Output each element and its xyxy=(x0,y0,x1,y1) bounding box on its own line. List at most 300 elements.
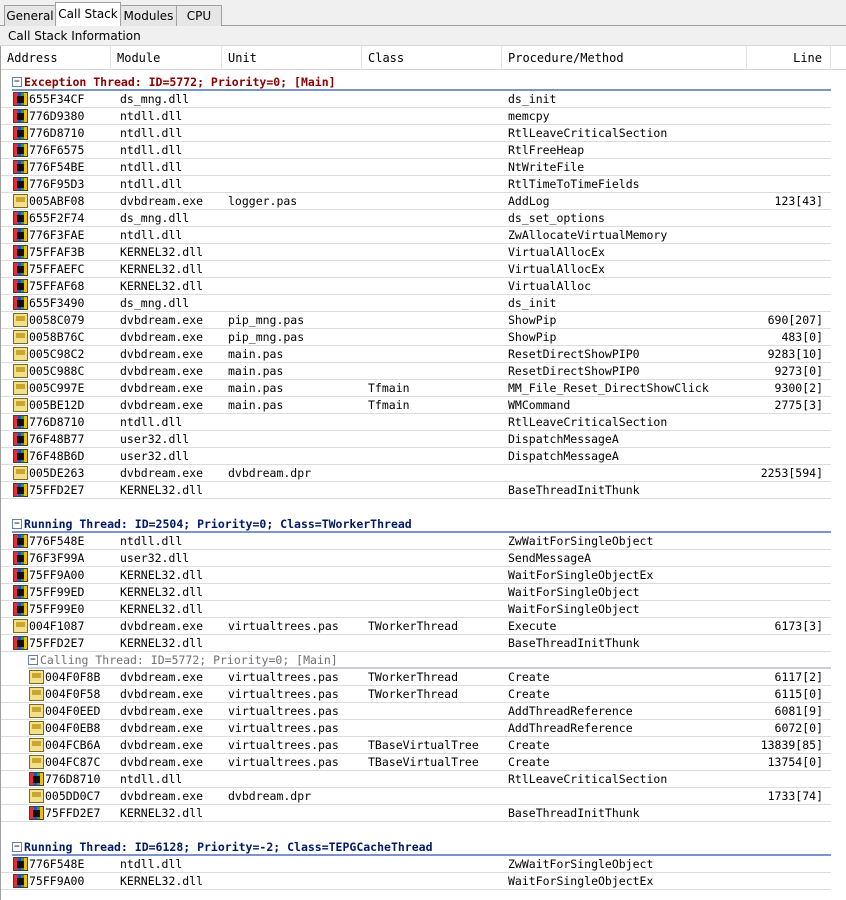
frame-procedure: ds_init xyxy=(508,296,557,310)
frame-module: dvbdream.exe xyxy=(120,398,204,412)
frame-line: 13754[0] xyxy=(767,755,823,769)
frame-line xyxy=(741,227,823,243)
frame-module: ds_mng.dll xyxy=(120,211,190,225)
windows-module-icon xyxy=(13,874,28,888)
frame-line xyxy=(741,295,823,311)
frame-procedure: ResetDirectShowPIP0 xyxy=(508,364,640,378)
frame-procedure: WaitForSingleObject xyxy=(508,602,640,616)
stack-frame-row[interactable] xyxy=(1,771,831,788)
frame-unit xyxy=(228,108,366,124)
frame-unit xyxy=(228,873,366,889)
frame-module: dvbdream.exe xyxy=(120,755,204,769)
frame-module: KERNEL32.dll xyxy=(120,245,204,259)
windows-module-icon xyxy=(29,772,44,786)
frame-module: ntdll.dll xyxy=(120,534,183,548)
frame-line xyxy=(741,533,823,549)
windows-module-icon xyxy=(13,160,28,174)
frame-line: 2775[3] xyxy=(774,398,823,412)
frame-address: 76F3F99A xyxy=(29,551,85,565)
frame-class: TBaseVirtualTree xyxy=(368,738,479,752)
frame-address: 75FFAEFC xyxy=(29,262,85,276)
frame-line xyxy=(741,159,823,175)
frame-procedure: AddThreadReference xyxy=(508,704,633,718)
frame-module: dvbdream.exe xyxy=(120,364,204,378)
frame-module: user32.dll xyxy=(120,449,190,463)
frame-class xyxy=(368,108,504,124)
frame-class: TWorkerThread xyxy=(368,687,459,701)
frame-address: 005ABF08 xyxy=(29,194,85,208)
tab-modules[interactable]: Modules xyxy=(120,5,177,26)
windows-module-icon xyxy=(13,279,28,293)
frame-module: ds_mng.dll xyxy=(120,296,190,310)
frame-class xyxy=(368,295,504,311)
frame-unit: virtualtrees.pas xyxy=(228,755,339,769)
frame-module: dvbdream.exe xyxy=(120,687,204,701)
frame-address: 004F1087 xyxy=(29,619,85,633)
stack-frame-row[interactable] xyxy=(1,312,831,329)
frame-class xyxy=(368,431,504,447)
frame-module: KERNEL32.dll xyxy=(120,585,204,599)
frame-unit xyxy=(228,261,366,277)
frame-module: ntdll.dll xyxy=(120,772,183,786)
frame-module: dvbdream.exe xyxy=(120,738,204,752)
frame-unit: main.pas xyxy=(228,398,284,412)
frame-class xyxy=(368,363,504,379)
stack-frame-row[interactable] xyxy=(1,720,831,737)
frame-address: 0058C079 xyxy=(29,313,85,327)
frame-module: dvbdream.exe xyxy=(120,330,204,344)
windows-module-icon xyxy=(13,449,28,463)
frame-procedure: Create xyxy=(508,738,550,752)
frame-module: ds_mng.dll xyxy=(120,92,190,106)
package-unit-icon xyxy=(13,398,28,412)
frame-class xyxy=(368,244,504,260)
frame-line xyxy=(741,567,823,583)
frame-module: dvbdream.exe xyxy=(120,789,204,803)
frame-module: dvbdream.exe xyxy=(120,670,204,684)
frame-line: 1733[74] xyxy=(767,789,823,803)
windows-module-icon xyxy=(13,585,28,599)
frame-line xyxy=(741,108,823,124)
frame-class xyxy=(368,788,504,804)
frame-module: user32.dll xyxy=(120,432,190,446)
frame-procedure: ds_set_options xyxy=(508,211,605,225)
frame-address: 0058B76C xyxy=(29,330,85,344)
frame-class xyxy=(368,346,504,362)
frame-class: TWorkerThread xyxy=(368,619,459,633)
frame-unit xyxy=(228,550,366,566)
frame-line xyxy=(741,771,823,787)
package-unit-icon xyxy=(13,347,28,361)
frame-procedure: Create xyxy=(508,670,550,684)
frame-module: dvbdream.exe xyxy=(120,721,204,735)
stack-frame-row[interactable] xyxy=(1,159,831,176)
windows-module-icon xyxy=(13,211,28,225)
frame-class xyxy=(368,873,504,889)
frame-procedure: WaitForSingleObjectEx xyxy=(508,874,654,888)
frame-address: 776D8710 xyxy=(29,415,85,429)
stack-frame-row[interactable] xyxy=(1,397,831,414)
frame-unit xyxy=(228,771,366,787)
frame-address: 776F3FAE xyxy=(29,228,85,242)
stack-frame-row[interactable] xyxy=(1,261,831,278)
frame-module: KERNEL32.dll xyxy=(120,806,204,820)
frame-class xyxy=(368,720,504,736)
frame-unit xyxy=(228,482,366,498)
frame-line: 6081[9] xyxy=(774,704,823,718)
thread-header-running[interactable] xyxy=(12,839,831,856)
frame-procedure: VirtualAllocEx xyxy=(508,245,605,259)
windows-module-icon xyxy=(13,126,28,140)
stack-frame-row[interactable] xyxy=(1,856,831,873)
frame-class xyxy=(368,550,504,566)
frame-line xyxy=(741,584,823,600)
frame-class xyxy=(368,567,504,583)
thread-header-label: Calling Thread: ID=5772; Priority=0; [Main] xyxy=(40,653,338,667)
frame-address: 75FFD2E7 xyxy=(29,483,85,497)
frame-unit xyxy=(228,176,366,192)
frame-procedure: AddThreadReference xyxy=(508,721,633,735)
frame-class: Tfmain xyxy=(368,398,410,412)
frame-procedure: DispatchMessageA xyxy=(508,449,619,463)
frame-unit: main.pas xyxy=(228,347,284,361)
frame-line xyxy=(741,601,823,617)
frame-class xyxy=(368,601,504,617)
frame-address: 655F34CF xyxy=(29,92,85,106)
frame-procedure: NtWriteFile xyxy=(508,160,585,174)
frame-address: 655F2F74 xyxy=(29,211,85,225)
frame-class xyxy=(368,329,504,345)
frame-line: 2253[594] xyxy=(760,466,823,480)
frame-class xyxy=(368,278,504,294)
stack-frame-row[interactable] xyxy=(1,414,831,431)
frame-line xyxy=(741,482,823,498)
frame-class: TBaseVirtualTree xyxy=(368,755,479,769)
package-unit-icon xyxy=(29,721,44,735)
package-unit-icon xyxy=(13,194,28,208)
windows-module-icon xyxy=(13,143,28,157)
windows-module-icon xyxy=(13,109,28,123)
frame-address: 005DE263 xyxy=(29,466,85,480)
frame-class xyxy=(368,771,504,787)
stack-frame-row[interactable] xyxy=(1,669,831,686)
frame-unit: logger.pas xyxy=(228,194,298,208)
frame-unit: virtualtrees.pas xyxy=(228,738,339,752)
frame-line: 123[43] xyxy=(774,194,823,208)
frame-class xyxy=(368,142,504,158)
frame-module: ntdll.dll xyxy=(120,177,183,191)
frame-module: KERNEL32.dll xyxy=(120,636,204,650)
tab-cpu[interactable]: CPU xyxy=(176,5,222,26)
frame-line: 6072[0] xyxy=(774,721,823,735)
frame-unit: pip_mng.pas xyxy=(228,330,305,344)
frame-class xyxy=(368,805,504,821)
frame-procedure: Execute xyxy=(508,619,557,633)
collapse-toggle-icon[interactable]: − xyxy=(28,655,38,665)
frame-unit xyxy=(228,295,366,311)
frame-address: 75FFD2E7 xyxy=(45,806,101,820)
frame-procedure: BaseThreadInitThunk xyxy=(508,483,640,497)
frame-line xyxy=(741,873,823,889)
frame-address: 005DD0C7 xyxy=(45,789,101,803)
call-stack-grid[interactable] xyxy=(0,46,846,900)
frame-line xyxy=(741,431,823,447)
frame-class xyxy=(368,533,504,549)
frame-class xyxy=(368,856,504,872)
frame-procedure: ShowPip xyxy=(508,330,557,344)
frame-class xyxy=(368,176,504,192)
frame-procedure: ZwAllocateVirtualMemory xyxy=(508,228,668,242)
frame-procedure: MM_File_Reset_DirectShowClick xyxy=(508,381,709,395)
frame-unit: dvbdream.dpr xyxy=(228,789,312,803)
frame-address: 776D8710 xyxy=(45,772,101,786)
frame-procedure: WaitForSingleObject xyxy=(508,585,640,599)
frame-class xyxy=(368,465,504,481)
thread-header-label: Exception Thread: ID=5772; Priority=0; [Main] xyxy=(24,75,336,89)
stack-frame-row[interactable] xyxy=(1,329,831,346)
column-header-address[interactable]: Address xyxy=(1,46,111,70)
stack-frame-row[interactable] xyxy=(1,686,831,703)
stack-frame-row[interactable] xyxy=(1,635,831,652)
tab-bar xyxy=(0,0,846,26)
stack-frame-row[interactable] xyxy=(1,533,831,550)
stack-frame-row[interactable] xyxy=(1,465,831,482)
column-header-row xyxy=(1,46,846,70)
frame-module: dvbdream.exe xyxy=(120,619,204,633)
stack-frame-row[interactable] xyxy=(1,618,831,635)
windows-module-icon xyxy=(13,262,28,276)
frame-class xyxy=(368,159,504,175)
stack-frame-row[interactable] xyxy=(1,125,831,142)
stack-frame-row[interactable] xyxy=(1,244,831,261)
frame-procedure: ZwWaitForSingleObject xyxy=(508,534,654,548)
frame-line xyxy=(741,142,823,158)
frame-module: ntdll.dll xyxy=(120,143,183,157)
frame-line: 483[0] xyxy=(781,330,823,344)
frame-address: 776D9380 xyxy=(29,109,85,123)
frame-address: 005BE12D xyxy=(29,398,85,412)
column-header-line[interactable]: Line xyxy=(747,46,831,70)
stack-frame-row[interactable] xyxy=(1,567,831,584)
windows-module-icon xyxy=(29,806,44,820)
frame-class xyxy=(368,312,504,328)
windows-module-icon xyxy=(13,602,28,616)
frame-line: 13839[85] xyxy=(760,738,823,752)
stack-frame-row[interactable] xyxy=(1,601,831,618)
frame-module: dvbdream.exe xyxy=(120,704,204,718)
frame-module: dvbdream.exe xyxy=(120,313,204,327)
frame-module: ntdll.dll xyxy=(120,415,183,429)
package-unit-icon xyxy=(13,364,28,378)
frame-line xyxy=(741,856,823,872)
frame-address: 776F54BE xyxy=(29,160,85,174)
frame-line xyxy=(741,414,823,430)
frame-address: 005C997E xyxy=(29,381,85,395)
frame-address: 75FFAF3B xyxy=(29,245,85,259)
frame-module: KERNEL32.dll xyxy=(120,602,204,616)
frame-procedure: memcpy xyxy=(508,109,550,123)
frame-class xyxy=(368,584,504,600)
frame-address: 75FFD2E7 xyxy=(29,636,85,650)
frame-unit: virtualtrees.pas xyxy=(228,670,339,684)
stack-frame-row[interactable] xyxy=(1,295,831,312)
panel-title: Call Stack Information xyxy=(0,26,846,46)
frame-module: KERNEL32.dll xyxy=(120,568,204,582)
frame-address: 005C98C2 xyxy=(29,347,85,361)
frame-address: 776F6575 xyxy=(29,143,85,157)
frame-procedure: BaseThreadInitThunk xyxy=(508,806,640,820)
frame-module: KERNEL32.dll xyxy=(120,279,204,293)
frame-procedure: ZwWaitForSingleObject xyxy=(508,857,654,871)
windows-module-icon xyxy=(13,177,28,191)
frame-module: ntdll.dll xyxy=(120,857,183,871)
stack-frame-row[interactable] xyxy=(1,788,831,805)
frame-address: 005C988C xyxy=(29,364,85,378)
frame-class xyxy=(368,448,504,464)
frame-procedure: AddLog xyxy=(508,194,550,208)
stack-frame-row[interactable] xyxy=(1,278,831,295)
package-unit-icon xyxy=(29,687,44,701)
stack-frame-row[interactable] xyxy=(1,754,831,771)
package-unit-icon xyxy=(29,738,44,752)
column-header-class[interactable]: Class xyxy=(362,46,502,70)
stack-frame-row[interactable] xyxy=(1,193,831,210)
frame-module: KERNEL32.dll xyxy=(120,874,204,888)
frame-procedure: WaitForSingleObjectEx xyxy=(508,568,654,582)
frame-procedure: WMCommand xyxy=(508,398,571,412)
stack-frame-row[interactable] xyxy=(1,873,831,890)
stack-frame-row[interactable] xyxy=(1,805,831,822)
frame-line: 9300[2] xyxy=(774,381,823,395)
tab-general[interactable]: General xyxy=(4,5,56,26)
frame-address: 776F95D3 xyxy=(29,177,85,191)
stack-frame-row[interactable] xyxy=(1,346,831,363)
thread-header-calling[interactable] xyxy=(28,652,831,669)
stack-frame-row[interactable] xyxy=(1,550,831,567)
frame-unit xyxy=(228,414,366,430)
windows-module-icon xyxy=(13,636,28,650)
frame-address: 75FF9A00 xyxy=(29,874,85,888)
package-unit-icon xyxy=(13,330,28,344)
thread-header-exception[interactable] xyxy=(12,74,831,91)
frame-line: 6115[0] xyxy=(774,687,823,701)
frame-unit xyxy=(228,91,366,107)
windows-module-icon xyxy=(13,432,28,446)
frame-unit: dvbdream.dpr xyxy=(228,466,312,480)
stack-frame-row[interactable] xyxy=(1,142,831,159)
frame-class xyxy=(368,227,504,243)
stack-frame-row[interactable] xyxy=(1,108,831,125)
package-unit-icon xyxy=(29,670,44,684)
stack-frame-row[interactable] xyxy=(1,380,831,397)
windows-module-icon xyxy=(13,92,28,106)
frame-module: dvbdream.exe xyxy=(120,347,204,361)
stack-frame-row[interactable] xyxy=(1,210,831,227)
windows-module-icon xyxy=(13,483,28,497)
frame-module: dvbdream.exe xyxy=(120,466,204,480)
frame-line xyxy=(741,244,823,260)
collapse-toggle-icon[interactable]: − xyxy=(12,842,22,852)
frame-unit: virtualtrees.pas xyxy=(228,721,339,735)
column-header-module[interactable]: Module xyxy=(111,46,222,70)
frame-unit: main.pas xyxy=(228,364,284,378)
frame-unit xyxy=(228,856,366,872)
frame-unit: main.pas xyxy=(228,381,284,395)
frame-procedure: VirtualAlloc xyxy=(508,279,592,293)
frame-module: KERNEL32.dll xyxy=(120,483,204,497)
package-unit-icon xyxy=(13,381,28,395)
frame-unit: virtualtrees.pas xyxy=(228,619,339,633)
frame-line: 6173[3] xyxy=(774,619,823,633)
column-header-unit[interactable]: Unit xyxy=(222,46,362,70)
frame-address: 655F3490 xyxy=(29,296,85,310)
frame-procedure: ShowPip xyxy=(508,313,557,327)
frame-unit xyxy=(228,431,366,447)
frame-address: 76F48B77 xyxy=(29,432,85,446)
stack-frame-row[interactable] xyxy=(1,482,831,499)
frame-line: 690[207] xyxy=(767,313,823,327)
package-unit-icon xyxy=(29,755,44,769)
frame-line: 6117[2] xyxy=(774,670,823,684)
frame-procedure xyxy=(508,465,748,481)
frame-unit xyxy=(228,584,366,600)
thread-header-running[interactable] xyxy=(12,516,831,533)
stack-frame-row[interactable] xyxy=(1,91,831,108)
thread-header-label: Running Thread: ID=6128; Priority=-2; Class=TEPGCacheThread xyxy=(24,840,433,854)
stack-frame-row[interactable] xyxy=(1,703,831,720)
frame-line: 9273[0] xyxy=(774,364,823,378)
stack-frame-row[interactable] xyxy=(1,431,831,448)
frame-line xyxy=(741,210,823,226)
package-unit-icon xyxy=(13,619,28,633)
stack-frame-row[interactable] xyxy=(1,448,831,465)
frame-procedure: RtlTimeToTimeFields xyxy=(508,177,640,191)
frame-address: 75FF9A00 xyxy=(29,568,85,582)
frame-class xyxy=(368,482,504,498)
frame-procedure: ds_init xyxy=(508,92,557,106)
frame-address: 004F0EED xyxy=(45,704,101,718)
frame-address: 004F0F8B xyxy=(45,670,101,684)
frame-procedure: RtlLeaveCriticalSection xyxy=(508,126,668,140)
frame-address: 004FCB6A xyxy=(45,738,101,752)
collapse-toggle-icon[interactable]: − xyxy=(12,519,22,529)
frame-line xyxy=(741,805,823,821)
frame-unit xyxy=(228,125,366,141)
frame-class xyxy=(368,635,504,651)
frame-unit xyxy=(228,448,366,464)
frame-address: 776D8710 xyxy=(29,126,85,140)
windows-module-icon xyxy=(13,415,28,429)
column-header-procedure[interactable]: Procedure/Method xyxy=(502,46,747,70)
frame-line xyxy=(741,550,823,566)
frame-unit: virtualtrees.pas xyxy=(228,704,339,718)
frame-unit xyxy=(228,210,366,226)
stack-frame-row[interactable] xyxy=(1,584,831,601)
frame-line: 9283[10] xyxy=(767,347,823,361)
collapse-toggle-icon[interactable]: − xyxy=(12,77,22,87)
frame-address: 75FF99E0 xyxy=(29,602,85,616)
stack-frame-row[interactable] xyxy=(1,227,831,244)
stack-frame-row[interactable] xyxy=(1,737,831,754)
frame-module: ntdll.dll xyxy=(120,109,183,123)
stack-frame-row[interactable] xyxy=(1,176,831,193)
frame-class xyxy=(368,125,504,141)
tab-call-stack[interactable]: Call Stack xyxy=(55,2,121,27)
frame-class: TWorkerThread xyxy=(368,670,459,684)
windows-module-icon xyxy=(13,551,28,565)
stack-frame-row[interactable] xyxy=(1,363,831,380)
frame-module: dvbdream.exe xyxy=(120,381,204,395)
